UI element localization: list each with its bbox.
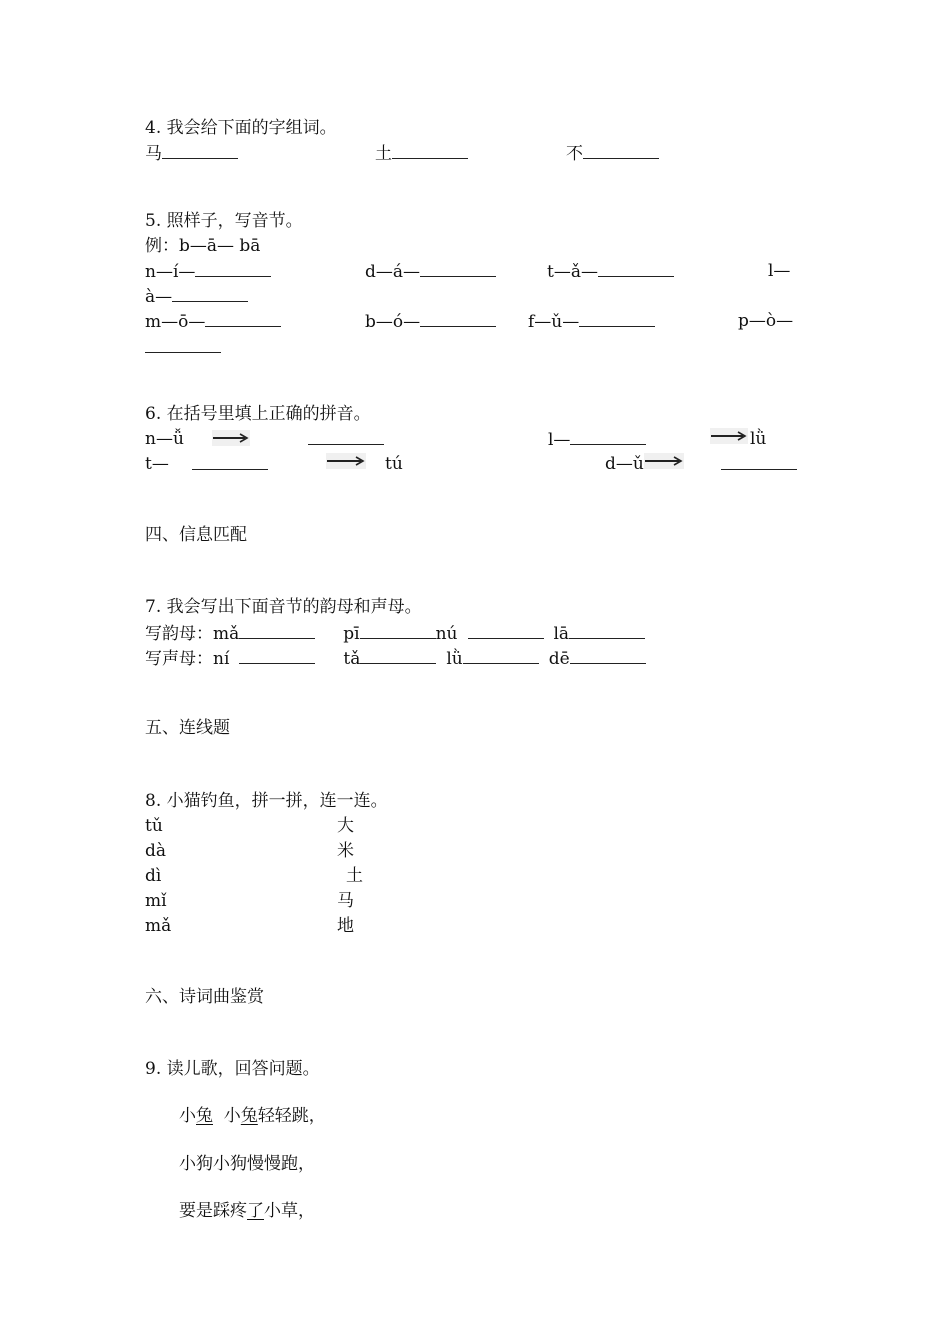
answer-blank[interactable] xyxy=(308,428,384,445)
syllable-parts: d—á— xyxy=(365,262,421,282)
syllable: dē xyxy=(548,649,570,669)
q7-title: 7. 我会写出下面音节的韵母和声母。 xyxy=(145,597,422,617)
q6-r1c: lǜ xyxy=(750,429,767,449)
answer-blank[interactable] xyxy=(570,428,646,445)
poem-line: 小狗小狗慢慢跑， xyxy=(179,1154,315,1174)
q5-row1-item: l— xyxy=(768,261,791,281)
q6-blank-1 xyxy=(308,428,384,451)
q6-r2c: d—ǔ xyxy=(605,454,644,474)
answer-blank[interactable] xyxy=(192,453,268,470)
poem-text: 轻轻跳， xyxy=(257,1106,326,1126)
match-pinyin[interactable]: tǔ xyxy=(145,816,163,836)
q8-title: 8. 小猫钓鱼，拼一拼，连一连。 xyxy=(145,791,388,811)
poem-text: 小草， xyxy=(264,1201,315,1221)
answer-blank[interactable] xyxy=(145,336,221,353)
q4-char: 马 xyxy=(145,144,162,164)
syllable: lā xyxy=(553,624,570,644)
q6-r1a: n—ǚ xyxy=(145,429,184,449)
q6-r2a: t— xyxy=(145,454,169,474)
match-char[interactable]: 地 xyxy=(337,916,354,936)
syllable-parts: b—ó— xyxy=(365,312,421,332)
poem-line xyxy=(179,1105,326,1127)
underlined-char: 兔 xyxy=(196,1106,213,1126)
answer-blank[interactable] xyxy=(162,142,238,159)
answer-blank[interactable] xyxy=(392,142,468,159)
poem-text: 要是踩疼 xyxy=(179,1201,247,1221)
match-char[interactable]: 米 xyxy=(337,841,354,861)
q4-title: 4. 我会给下面的字组词。 xyxy=(145,118,337,138)
answer-blank[interactable] xyxy=(172,285,248,302)
poem-line xyxy=(179,1200,315,1222)
syllable-parts: à— xyxy=(145,287,173,307)
q9-title: 9. 读儿歌，回答问题。 xyxy=(145,1059,320,1079)
q5-row2-item xyxy=(365,310,496,333)
q5-row2-wrap xyxy=(145,336,221,359)
answer-blank[interactable] xyxy=(360,647,436,664)
q5-row1-item xyxy=(365,260,496,283)
syllable: pī xyxy=(343,624,360,644)
right-arrow-icon xyxy=(710,428,748,444)
answer-blank[interactable] xyxy=(420,310,496,327)
match-char[interactable]: 大 xyxy=(337,816,354,836)
syllable: lǜ xyxy=(446,649,463,669)
syllable-parts: l— xyxy=(548,430,571,450)
q5-row1-wrap xyxy=(145,285,248,308)
q4-char: 不 xyxy=(566,144,583,164)
q5-row2-item: p—ò— xyxy=(738,311,794,331)
section-heading: 四、信息匹配 xyxy=(145,525,247,545)
match-pinyin[interactable]: dì xyxy=(145,866,162,886)
q7-row2 xyxy=(145,647,646,670)
answer-blank[interactable] xyxy=(239,622,315,639)
q6-blank-3 xyxy=(721,453,797,476)
poem-text: 小 xyxy=(213,1106,241,1126)
syllable-parts: n—í— xyxy=(145,262,196,282)
match-char[interactable]: 土 xyxy=(346,866,363,886)
q6-blank-2 xyxy=(192,453,268,476)
q5-example: 例：b—ā— bā xyxy=(145,236,261,256)
section-heading: 六、诗词曲鉴赏 xyxy=(145,987,264,1007)
answer-blank[interactable] xyxy=(205,310,281,327)
syllable: nú xyxy=(435,624,458,644)
answer-blank[interactable] xyxy=(463,647,539,664)
q6-title: 6. 在括号里填上正确的拼音。 xyxy=(145,404,371,424)
match-pinyin[interactable]: dà xyxy=(145,841,167,861)
q6-r1b xyxy=(548,428,646,451)
match-pinyin[interactable]: mǎ xyxy=(145,916,172,936)
answer-blank[interactable] xyxy=(570,647,646,664)
answer-blank[interactable] xyxy=(721,453,797,470)
syllable-parts: f—ǔ— xyxy=(528,312,580,332)
q5-row1-item xyxy=(547,260,674,283)
answer-blank[interactable] xyxy=(420,260,496,277)
syllable: ní xyxy=(213,649,230,669)
answer-blank[interactable] xyxy=(579,310,655,327)
answer-blank[interactable] xyxy=(468,622,544,639)
q5-row2-item xyxy=(528,310,655,333)
answer-blank[interactable] xyxy=(239,647,315,664)
answer-blank[interactable] xyxy=(598,260,674,277)
syllable: mǎ xyxy=(213,624,240,644)
syllable-parts: t—ǎ— xyxy=(547,262,598,282)
q5-row1-item xyxy=(145,260,271,283)
underlined-char: 了 xyxy=(247,1201,264,1221)
row-label: 写韵母： xyxy=(145,624,213,644)
q4-item-tu xyxy=(375,142,468,165)
syllable-parts: m—ō— xyxy=(145,312,206,332)
q4-item-ma xyxy=(145,142,238,165)
section-heading: 五、连线题 xyxy=(145,718,230,738)
q5-row2-item xyxy=(145,310,281,333)
answer-blank[interactable] xyxy=(195,260,271,277)
right-arrow-icon xyxy=(326,453,366,469)
match-char[interactable]: 马 xyxy=(337,891,354,911)
underlined-char: 兔 xyxy=(240,1106,258,1126)
q7-row1 xyxy=(145,622,645,645)
answer-blank[interactable] xyxy=(583,142,659,159)
q4-item-bu xyxy=(566,142,659,165)
q5-title: 5. 照样子，写音节。 xyxy=(145,211,303,231)
syllable: tǎ xyxy=(343,649,361,669)
answer-blank[interactable] xyxy=(569,622,645,639)
right-arrow-icon xyxy=(644,453,684,469)
q4-char: 土 xyxy=(375,144,392,164)
poem-text: 小 xyxy=(179,1106,196,1126)
row-label: 写声母： xyxy=(145,649,213,669)
right-arrow-icon xyxy=(212,430,250,446)
match-pinyin[interactable]: mǐ xyxy=(145,891,167,911)
answer-blank[interactable] xyxy=(360,622,436,639)
q6-r2b: tú xyxy=(385,454,403,474)
